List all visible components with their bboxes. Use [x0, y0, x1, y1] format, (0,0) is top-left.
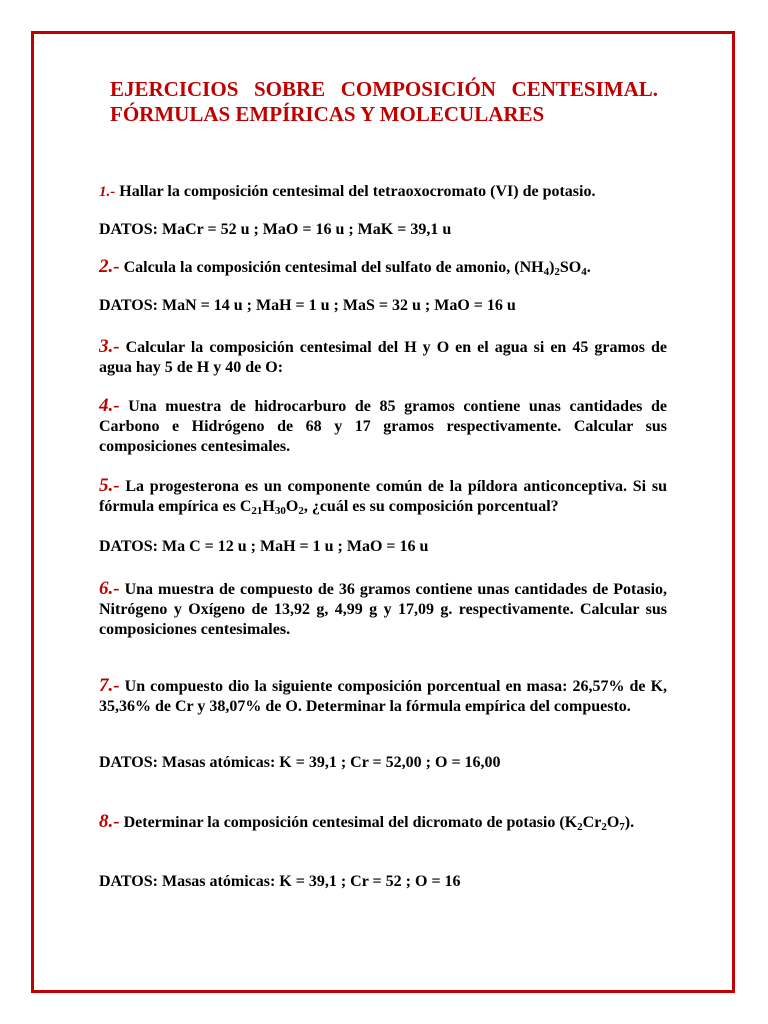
exercise-2-datos: DATOS: MaN = 14 u ; MaH = 1 u ; MaS = 32 u ; MaO = 16 u	[99, 297, 516, 314]
exercise-number: 5.-	[99, 475, 120, 496]
exercise-text: Hallar la composición centesimal del tetraoxocromato (VI) de potasio.	[119, 183, 596, 200]
exercise-8	[99, 812, 667, 833]
exercise-7	[99, 676, 667, 717]
exercise-5	[99, 476, 667, 517]
exercise-5-datos: DATOS: Ma C = 12 u ; MaH = 1 u ; MaO = 16 u	[99, 538, 429, 555]
exercise-1-datos: DATOS: MaCr = 52 u ; MaO = 16 u ; MaK = 39,1 u	[99, 221, 452, 238]
exercise-text: La progesterona es un componente común de la píldora anticonceptiva. Si su fórmula empírica es $C_{21}H_{30}O_2$, ¿cuál es su composición porcentual?	[99, 478, 668, 517]
exercise-number: 4.-	[99, 395, 120, 416]
exercise-text: Calcula la composición centesimal del sulfato de amonio, $(NH_4)_2SO_4$.	[123, 259, 591, 278]
exercise-number: 3.-	[99, 336, 120, 357]
exercise-3	[99, 337, 667, 378]
exercise-text: Una muestra de compuesto de 36 gramos contiene unas cantidades de Potasio, Nitrógeno y Oxígeno de 13,92 g, 4,99 g y 17,09 g. respectivamente. Calcular sus composiciones centesimales.	[99, 581, 668, 638]
exercise-8-datos: DATOS: Masas atómicas: K = 39,1 ; Cr = 52 ; O = 16	[99, 873, 461, 890]
exercise-7-datos: DATOS: Masas atómicas: K = 39,1 ; Cr = 52,00 ; O = 16,00	[99, 754, 501, 771]
exercise-4	[99, 396, 667, 457]
exercise-6	[99, 579, 667, 640]
exercise-number: 1.-	[99, 184, 116, 200]
exercise-text: Una muestra de hidrocarburo de 85 gramos contiene unas cantidades de Carbono e Hidrógeno de 68 y 17 gramos respectivamente. Calcular sus composiciones centesimales.	[99, 398, 667, 455]
exercise-text: Calcular la composición centesimal del H y O en el agua si en 45 gramos de agua hay 5 de H y 40 de O:	[99, 339, 668, 376]
exercise-number: 6.-	[99, 578, 120, 599]
exercise-text: Un compuesto dio la siguiente composición porcentual en masa: 26,57% de K, 35,36% de Cr y 38,07% de O. Determinar la fórmula empírica del compuesto.	[99, 678, 668, 715]
exercise-1	[99, 182, 667, 202]
exercise-2	[99, 257, 667, 278]
exercise-text: Determinar la composición centesimal del dicromato de potasio $(K_2Cr_2O_7)$.	[123, 814, 635, 833]
exercise-number: 2.-	[99, 256, 120, 277]
document-title: EJERCICIOS SOBRE COMPOSICIÓN CENTESIMAL. FÓRMULAS EMPÍRICAS Y MOLECULARES	[110, 77, 658, 126]
exercise-number: 7.-	[99, 675, 120, 696]
exercise-number: 8.-	[99, 811, 120, 832]
